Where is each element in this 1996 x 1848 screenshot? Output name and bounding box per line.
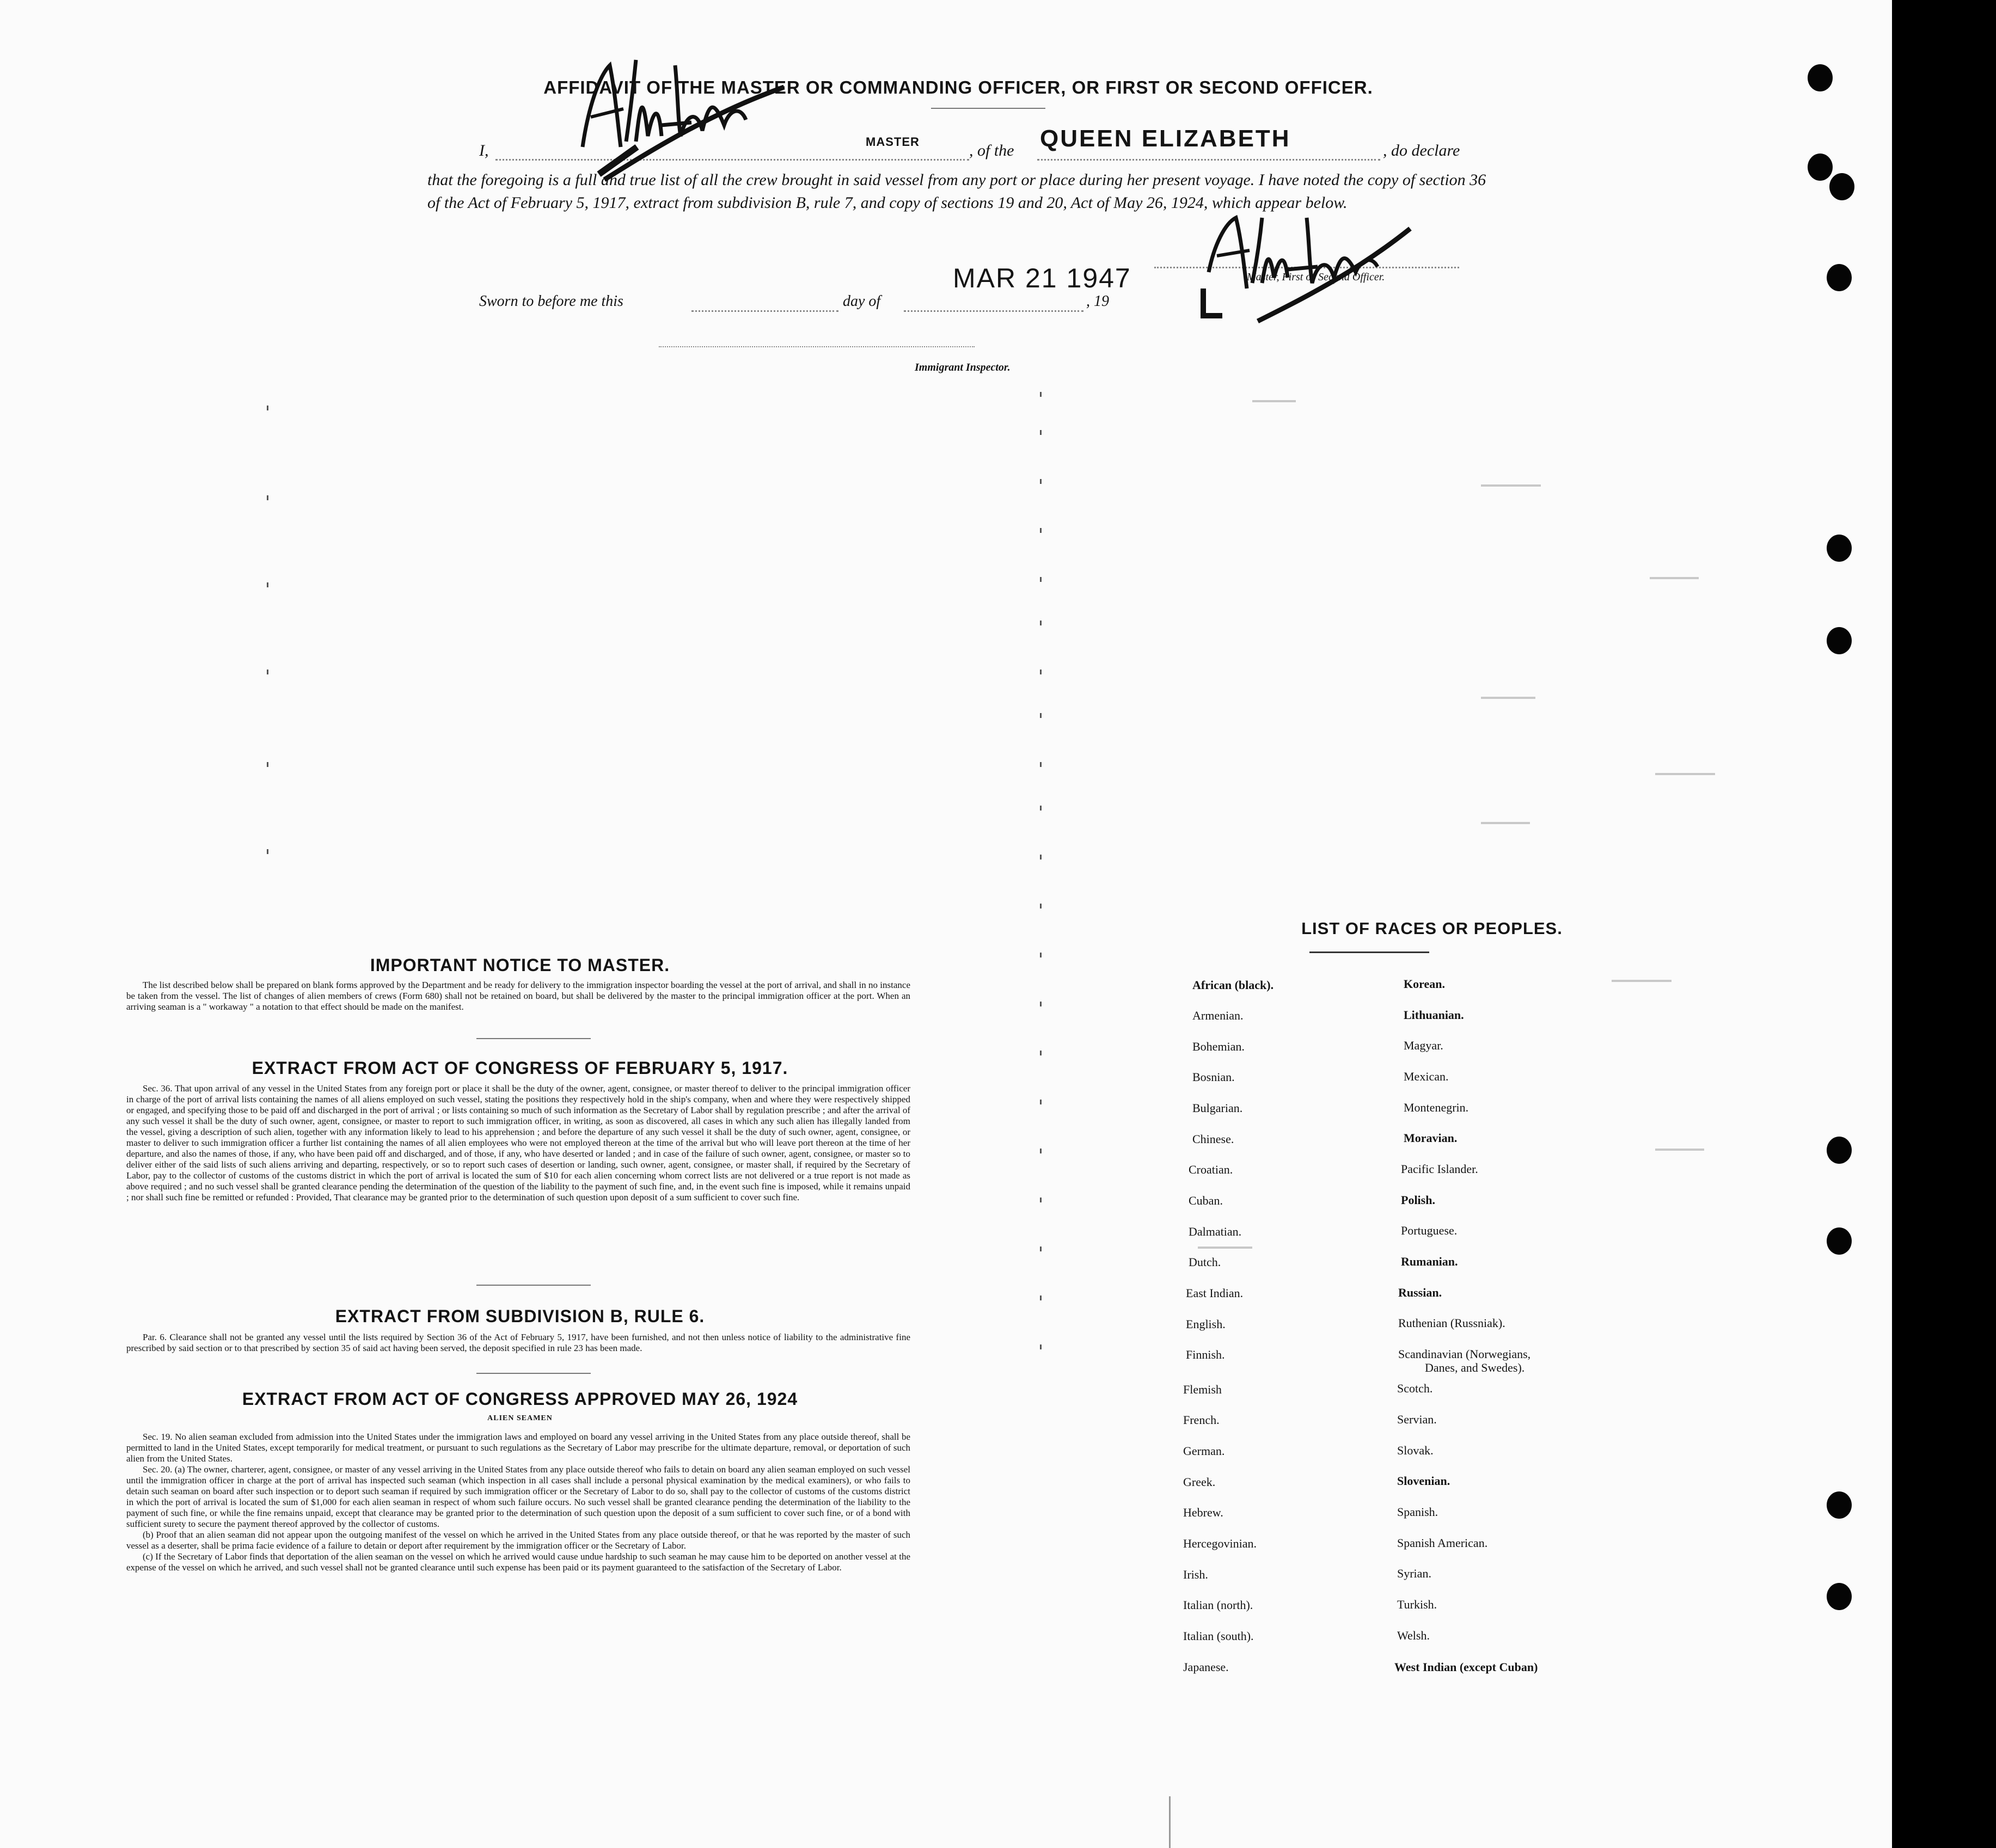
bleed-mark xyxy=(1198,1247,1252,1249)
notice-text: The list described below shall be prepared on blank forms approved by the Department and be ready for delivery to the immigration inspector boarding the vessel at the port of arrival, and shall in no instance be taken from the vessel. The list of changes of alien members of crews (Form 680) shall not be retained on board, but shall be delivered by the master to the principal immigration officer at the port. When an arriving seaman is a " workaway " a notation to that effect should be made on the manifest. xyxy=(126,980,910,1012)
race-item: German. xyxy=(1183,1444,1225,1458)
race-item: Cuban. xyxy=(1189,1194,1223,1207)
bleed-mark xyxy=(267,582,268,587)
bleed-mark xyxy=(1040,670,1042,674)
bleed-mark xyxy=(267,406,268,410)
punch-hole xyxy=(1827,535,1852,562)
sec20c-text: (c) If the Secretary of Labor finds that deportation of the alien seaman on the vessel on which he arrived would cause undue hardship to such seaman he may cause him to be deported on another vessel at the expense of the vessel on which he arrived, and such vessel shall not be granted clearance until such expense has been paid or its payment guaranteed to the satisfaction of the Secretary of Labor. xyxy=(126,1551,910,1573)
bleed-mark xyxy=(1655,773,1715,775)
race-item: Syrian. xyxy=(1397,1567,1431,1580)
signature-top xyxy=(566,44,795,185)
race-item: Dutch. xyxy=(1189,1255,1221,1269)
bleed-mark xyxy=(1481,484,1541,487)
punch-hole xyxy=(1827,627,1852,654)
sec36-text: Sec. 36. That upon arrival of any vessel in the United States from any foreign port or place it shall be the duty of the owner, agent, consignee, or master thereof to deliver to the principal immigration officer in charge of the port of arrival lists containing the names of all aliens employed on such vessel, stating the positions they respectively hold in the ship's company, when and where they were respectively shipped or engaged, and specifying those to be paid off and discharged in the port of arrival ; or lists containing so much of such information as the Secretary of Labor shall by regulation prescribe ; and after the arrival of any such vessel it shall be the duty of such owner, agent, consignee, or master to report to such immigration officer, in writing, as soon as discovered, all cases in which any such alien has illegally landed from the vessel, giving a description of such alien, together with any information likely to lead to his apprehension ; and before the departure of any such vessel it shall be the duty of such owner, agent, consignee, or master to deliver to such immigration officer a further list containing the names of all alien employees who were not employed thereon at the time of the arrival but who will leave port thereon at the time of her departure, and also the names of those, if any, who have been paid off and discharged, and of those, if any, who have deserted or landed ; and in case of the failure of such owner, agent, consignee, or master so to deliver either of the said lists of such aliens arriving and departing, respectively, or so to report such cases of desertion or landing, such owner, agent, consignee, or master shall, if required by the Secretary of Labor, pay to the collector of customs of the customs district in which the port of arrival is located the sum of $10 for each alien concerning whom correct lists are not delivered or a true report is not made as above required ; and no such vessel shall be granted clearance pending the determination of the question of the liability to the payment of such fine, and, in the event such fine is imposed, while it remains unpaid ; nor shall such fine be remitted or refunded : Provided, That clearance may be granted prior to the determination of such question upon deposit of a sum sufficient to cover such fine. xyxy=(126,1083,910,1202)
sec19-text: Sec. 19. No alien seaman excluded from admission into the United States under the immigration laws and employed on board any vessel arriving in the United States from any place outside thereof, shall be permitted to land in the United States, except temporarily for medical treatment, or pursuant to such regulations as the Secretary of Labor may prescribe for the ultimate departure, removal, or deportation of such alien from the United States. xyxy=(126,1432,910,1464)
race-item: Moravian. xyxy=(1404,1131,1458,1145)
bleed-mark xyxy=(1040,577,1042,582)
race-item: Italian (north). xyxy=(1183,1598,1253,1612)
race-item: Slovak. xyxy=(1397,1444,1434,1457)
race-item: Slovenian. xyxy=(1397,1474,1450,1488)
race-item: Russian. xyxy=(1398,1286,1442,1299)
race-item: French. xyxy=(1183,1413,1220,1427)
of-the-label: , of the xyxy=(969,142,1014,159)
race-item: Armenian. xyxy=(1192,1009,1244,1022)
notice-body xyxy=(126,980,910,1012)
punch-hole xyxy=(1808,154,1833,181)
race-item: Turkish. xyxy=(1397,1598,1437,1611)
race-item: Dalmatian. xyxy=(1189,1225,1242,1238)
bleed-mark xyxy=(1040,1247,1042,1251)
punch-hole xyxy=(1827,1491,1852,1519)
bleed-mark xyxy=(1040,528,1042,533)
bleed-mark xyxy=(1650,577,1699,579)
race-item: Croatian. xyxy=(1189,1163,1233,1176)
race-item: Spanish American. xyxy=(1397,1536,1488,1550)
race-item: Irish. xyxy=(1183,1568,1208,1581)
bleed-mark xyxy=(267,670,268,674)
year-label: , 19 xyxy=(1086,293,1109,310)
section-divider xyxy=(476,1285,591,1286)
race-item: Bulgarian. xyxy=(1192,1101,1243,1115)
ship-line xyxy=(1037,159,1380,161)
do-declare-label: , do declare xyxy=(1383,142,1460,159)
race-item: Pacific Islander. xyxy=(1401,1162,1478,1176)
declaration-text: that the foregoing is a full and true list of all the crew brought in said vessel from any port or place during her present voyage. I have noted the copy of section 36 of the Act of February 5, 1917, extract from subdivision B, rule 7, and copy of sections 19 and 20, Act of May 26, 1924, which appear below. xyxy=(427,171,1486,212)
punch-hole xyxy=(1827,1137,1852,1164)
punch-hole xyxy=(1827,1227,1852,1255)
race-item: West Indian (except Cuban) xyxy=(1394,1660,1538,1674)
race-item: Danes, and Swedes). xyxy=(1425,1361,1525,1374)
bleed-mark xyxy=(1655,1149,1704,1151)
scan-edge xyxy=(1892,0,1996,1848)
race-item: Rumanian. xyxy=(1401,1255,1458,1268)
bleed-mark xyxy=(267,849,268,854)
inspector-caption: Immigrant Inspector. xyxy=(915,361,1011,373)
sworn-label: Sworn to before me this xyxy=(479,293,623,310)
race-item: Flemish xyxy=(1183,1383,1222,1396)
race-item: Greek. xyxy=(1183,1475,1216,1489)
bleed-mark xyxy=(1040,621,1042,625)
notice-title: IMPORTANT NOTICE TO MASTER. xyxy=(370,955,670,975)
bleed-mark xyxy=(1040,1149,1042,1153)
race-item: Italian (south). xyxy=(1183,1629,1254,1643)
race-item: Mexican. xyxy=(1404,1070,1449,1083)
race-item: Bosnian. xyxy=(1192,1070,1235,1084)
day-line xyxy=(691,310,838,312)
race-item: Japanese. xyxy=(1183,1660,1229,1674)
race-item: Korean. xyxy=(1404,977,1445,991)
race-item: English. xyxy=(1186,1317,1226,1331)
bleed-mark xyxy=(267,495,268,500)
bleed-mark xyxy=(1040,806,1042,811)
sec20a-text: Sec. 20. (a) The owner, charterer, agent, consignee, or master of any vessel arriving in the United States from any place outside thereof who fails to detain on board any alien seaman employed on such vessel until the immigration officer in charge at the port of arrival has inspected such seaman (which inspection in all cases shall include a personal physical examination by the medical examiners), or who fails to detain such seaman on board after such inspection or to deport such seaman if required by such immigration officer or the Secretary of Labor to do so, shall pay to the collector of customs of the customs district in which the port of arrival is located the sum of $1,000 for each alien seaman in respect of whom such failure occurs. No such vessel shall be granted clearance pending the determination of the liability to the payment of such fine, or while the fine remains unpaid, except that clearance may be granted prior to the determination of such question upon the deposit of a sum sufficient to cover such fine, or of a bond with sufficient surety to secure the payment thereof approved by the collector of customs. xyxy=(126,1464,910,1529)
bleed-mark xyxy=(1481,697,1535,699)
race-item: Finnish. xyxy=(1186,1348,1225,1361)
race-item: African (black). xyxy=(1192,978,1274,992)
bleed-mark xyxy=(1040,953,1042,957)
bleed-mark xyxy=(1481,822,1530,824)
race-item: Hebrew. xyxy=(1183,1506,1223,1519)
races-title: LIST OF RACES OR PEOPLES. xyxy=(1301,919,1563,938)
date-stamp: MAR 21 1947 xyxy=(953,263,1131,293)
punch-hole xyxy=(1829,173,1854,200)
bleed-mark xyxy=(1612,980,1672,982)
bleed-mark xyxy=(267,762,268,767)
race-item: Hercegovinian. xyxy=(1183,1537,1257,1550)
par6-text: Par. 6. Clearance shall not be granted any vessel until the lists required by Section 36 of the Act of February 5, 1917, have been furnished, and not then unless notice of liability to the administrative fine prescribed by said section or to that prescribed by section 35 of said act having been served, the deposit specified in rule 23 has been made. xyxy=(126,1332,910,1353)
race-item: Montenegrin. xyxy=(1404,1101,1469,1114)
bleed-mark xyxy=(1040,904,1042,908)
paper-fold xyxy=(1169,1796,1171,1848)
extract-1924-title: EXTRACT FROM ACT OF CONGRESS APPROVED MAY 26, 1924 xyxy=(242,1389,798,1409)
bleed-mark xyxy=(1040,430,1042,435)
punch-hole xyxy=(1827,264,1852,291)
extract-1924-body xyxy=(126,1432,910,1573)
bleed-mark xyxy=(1040,1002,1042,1006)
rule6-body xyxy=(126,1332,910,1354)
master-stamp: MASTER xyxy=(866,135,920,149)
race-item: Magyar. xyxy=(1404,1039,1443,1052)
race-item: Welsh. xyxy=(1397,1629,1430,1642)
title-underline xyxy=(931,108,1045,109)
punch-hole xyxy=(1827,1583,1852,1610)
i-label: I, xyxy=(479,142,489,159)
sec20b-text: (b) Proof that an alien seaman did not appear upon the outgoing manifest of the vessel on which he arrived in the United States from any place outside thereof, or that he was reported by the master of such vessel as a deserter, shall be prima facie evidence of a failure to detain or deport after requirement by the immigration officer or the Secretary of Labor. xyxy=(126,1530,910,1551)
race-item: Polish. xyxy=(1401,1193,1435,1207)
inspector-line xyxy=(659,346,975,347)
affidavit-title: AFFIDAVIT OF THE MASTER OR COMMANDING OFFICER, OR FIRST OR SECOND OFFICER. xyxy=(543,77,1373,97)
race-item: Scotch. xyxy=(1397,1382,1433,1395)
race-item: East Indian. xyxy=(1186,1286,1244,1300)
race-item: Chinese. xyxy=(1192,1132,1234,1146)
bleed-mark xyxy=(1040,855,1042,859)
race-item: Scandinavian (Norwegians, xyxy=(1398,1347,1531,1361)
section-divider xyxy=(476,1038,591,1039)
bleed-mark xyxy=(1040,1100,1042,1104)
bleed-mark xyxy=(1040,479,1042,484)
race-item: Ruthenian (Russniak). xyxy=(1398,1316,1505,1330)
bleed-mark xyxy=(1040,392,1042,397)
race-item: Servian. xyxy=(1397,1413,1437,1426)
bleed-mark xyxy=(1040,1051,1042,1055)
punch-hole xyxy=(1808,64,1833,91)
race-item: Lithuanian. xyxy=(1404,1008,1464,1022)
signature-bottom xyxy=(1192,207,1421,332)
rule6-title: EXTRACT FROM SUBDIVISION B, RULE 6. xyxy=(335,1306,705,1326)
bleed-mark xyxy=(1040,1296,1042,1300)
bleed-mark xyxy=(1252,400,1296,402)
month-line xyxy=(904,310,1083,312)
bleed-mark xyxy=(1040,1198,1042,1202)
race-item: Spanish. xyxy=(1397,1505,1438,1519)
alien-seamen-heading: ALIEN SEAMEN xyxy=(487,1414,553,1422)
master-caption: Master, First or Second Officer. xyxy=(1247,271,1385,283)
bleed-mark xyxy=(1040,1344,1042,1349)
extract-1917-title: EXTRACT FROM ACT OF CONGRESS OF FEBRUARY 5, 1917. xyxy=(252,1058,788,1078)
race-item: Bohemian. xyxy=(1192,1040,1245,1053)
race-item: Portuguese. xyxy=(1401,1224,1458,1237)
ship-name: QUEEN ELIZABETH xyxy=(1040,125,1291,152)
day-of-label: day of xyxy=(843,293,881,310)
bleed-mark xyxy=(1040,713,1042,718)
races-title-underline xyxy=(1309,951,1429,953)
extract-1917-body xyxy=(126,1083,910,1203)
bleed-mark xyxy=(1040,762,1042,767)
section-divider xyxy=(476,1373,591,1374)
